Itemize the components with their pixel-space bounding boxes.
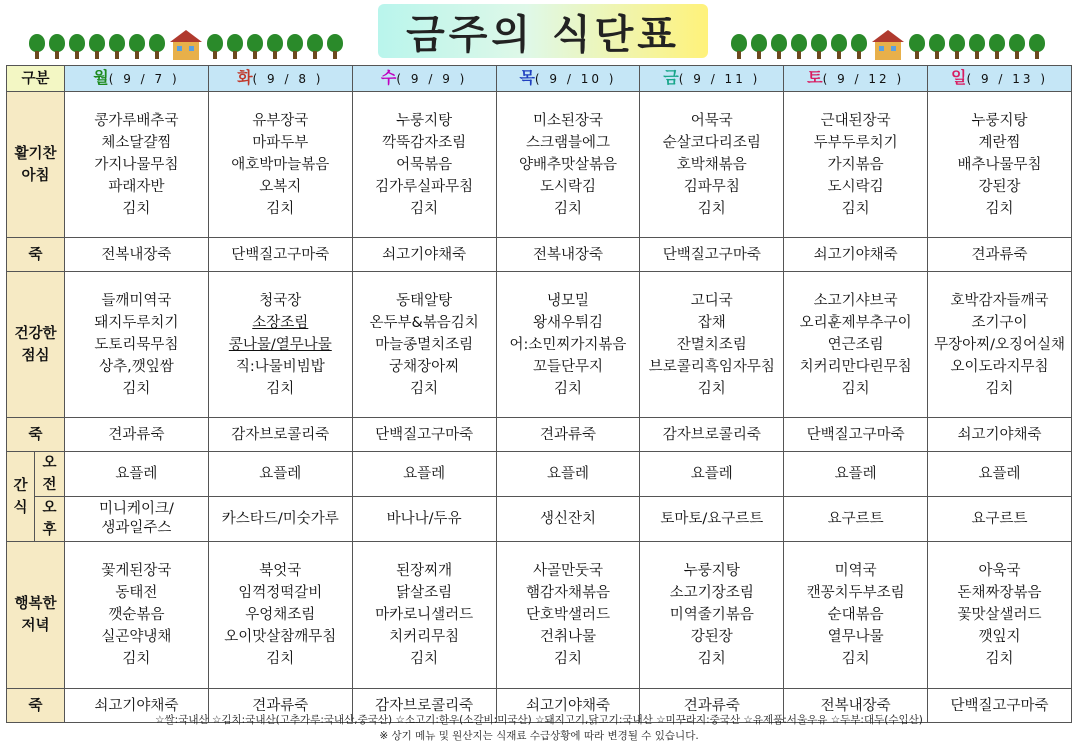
menu-item: 돈채짜장볶음 — [957, 585, 1042, 601]
menu-item: 카스타드/미숫가루 — [221, 511, 339, 527]
snack-am-cell: 요플레 — [640, 452, 784, 497]
day-date: ( 9 / 7 ) — [108, 72, 180, 86]
day-label: 화 — [237, 68, 253, 87]
menu-item: 캔꽁치두부조림 — [806, 585, 905, 601]
day-header — [352, 66, 496, 92]
menu-item: 김치 — [697, 200, 726, 217]
menu-item: 소장조림 — [252, 314, 309, 331]
menu-item: 마늘종멸치조림 — [375, 336, 474, 353]
menu-item: 김치 — [985, 651, 1014, 667]
menu-item: 김치 — [410, 200, 439, 217]
menu-item: 김파무침 — [683, 178, 740, 195]
tree-icon — [226, 34, 244, 60]
menu-item: 깻순볶음 — [108, 607, 165, 623]
menu-item: 김치 — [122, 380, 151, 397]
snack-pm-cell — [784, 497, 928, 542]
day-header — [208, 66, 352, 92]
tree-icon — [1028, 34, 1046, 60]
menu-item: 미역줄기볶음 — [669, 607, 754, 623]
menu-item: 누룽지탕 — [396, 112, 453, 129]
menu-table — [6, 65, 1072, 723]
menu-item: 체소달걀찜 — [101, 134, 172, 151]
day-header — [65, 66, 209, 92]
menu-item: 꽃맛살샐러드 — [957, 607, 1042, 623]
menu-item: 조기구이 — [971, 314, 1028, 331]
menu-item: 토마토/요구르트 — [660, 511, 764, 527]
porridge-cell: 쇠고기야채죽 — [928, 418, 1072, 452]
day-date: ( 9 / 10 ) — [534, 72, 617, 86]
breakfast-cell — [928, 92, 1072, 238]
menu-item: 꽃게된장국 — [101, 563, 172, 579]
menu-item: 어묵국 — [690, 112, 733, 129]
lunch-porridge-row — [7, 418, 1072, 452]
house-icon — [872, 30, 904, 60]
snack-pm-cell — [640, 497, 784, 542]
porridge-cell: 단백질고구마죽 — [928, 689, 1072, 723]
dinner-cell — [640, 542, 784, 689]
day-label: 월 — [93, 68, 109, 87]
change-notice: ※ 상기 메뉴 및 원산지는 식재료 수급상황에 따라 변경될 수 있습니다. — [379, 730, 699, 742]
day-header — [496, 66, 640, 92]
menu-item: 미역국 — [834, 563, 877, 579]
lunch-cell — [928, 272, 1072, 418]
snack-am-cell: 요플레 — [65, 452, 209, 497]
snack-am-label: 오 전 — [35, 452, 65, 497]
menu-item: 호박채볶음 — [676, 156, 747, 173]
menu-item: 잡채 — [697, 314, 726, 331]
menu-item: 어묵볶음 — [396, 156, 453, 173]
porridge-cell: 쇠고기야채죽 — [496, 689, 640, 723]
tree-icon — [88, 34, 106, 60]
menu-item: 단호박샐러드 — [525, 607, 610, 623]
menu-item: 바나나/두유 — [386, 511, 462, 527]
menu-item: 왕새우튀김 — [532, 314, 603, 331]
snack-label: 간 식 — [7, 452, 35, 542]
right-decoration — [730, 30, 1046, 60]
menu-item: 김치 — [266, 380, 295, 397]
menu-item: 청국장 — [259, 292, 302, 309]
porridge-cell: 감자브로콜리죽 — [640, 418, 784, 452]
tree-icon — [770, 34, 788, 60]
tree-icon — [928, 34, 946, 60]
dinner-label: 행복한 저녁 — [7, 542, 65, 689]
day-date: ( 9 / 9 ) — [396, 72, 468, 86]
snack-am-cell: 요플레 — [496, 452, 640, 497]
snack-pm-cell — [65, 497, 209, 542]
house-icon — [170, 30, 202, 60]
menu-item: 김치 — [553, 380, 582, 397]
porridge-cell: 견과류죽 — [496, 418, 640, 452]
menu-item: 강된장 — [978, 178, 1021, 195]
lunch-cell — [352, 272, 496, 418]
menu-item: 햄감자채볶음 — [525, 585, 610, 601]
gubun-header: 구분 — [7, 66, 65, 92]
day-date: ( 9 / 11 ) — [678, 72, 761, 86]
menu-item: 김치 — [841, 200, 870, 217]
menu-item: 소고기샤브국 — [813, 292, 898, 309]
tree-icon — [246, 34, 264, 60]
day-label: 수 — [380, 68, 397, 87]
menu-item: 마파두부 — [252, 134, 309, 151]
menu-item: 김치 — [410, 651, 439, 667]
menu-item: 연근조림 — [827, 336, 884, 353]
snack-pm-cell — [208, 497, 352, 542]
tree-icon — [810, 34, 828, 60]
menu-item: 임꺽정떡갈비 — [238, 585, 323, 601]
day-header — [928, 66, 1072, 92]
breakfast-label: 활기찬 아침 — [7, 92, 65, 238]
tree-icon — [790, 34, 808, 60]
menu-item: 김치 — [122, 651, 151, 667]
menu-item: 김가루실파무침 — [375, 178, 474, 195]
breakfast-cell — [65, 92, 209, 238]
snack-pm-row — [7, 497, 1072, 542]
menu-item: 김치 — [985, 200, 1014, 217]
porridge-cell: 전복내장죽 — [784, 689, 928, 723]
dinner-cell — [928, 542, 1072, 689]
tree-icon — [206, 34, 224, 60]
header-row — [7, 66, 1072, 92]
menu-item: 치커리만다린무침 — [799, 358, 912, 375]
menu-item: 꼬들단무지 — [532, 358, 603, 375]
tree-icon — [850, 34, 868, 60]
menu-item: 아욱국 — [978, 563, 1021, 579]
menu-item: 강된장 — [690, 629, 733, 645]
lunch-cell — [65, 272, 209, 418]
menu-item: 깻잎지 — [978, 629, 1021, 645]
menu-item: 김치 — [697, 380, 726, 397]
menu-item: 요구르트 — [971, 511, 1028, 527]
porridge-cell: 견과류죽 — [65, 418, 209, 452]
menu-item: 김치 — [697, 651, 726, 667]
menu-item: 호박감자들깨국 — [950, 292, 1049, 309]
tree-icon — [1008, 34, 1026, 60]
tree-icon — [28, 34, 46, 60]
tree-icon — [68, 34, 86, 60]
menu-item: 어:소민찌가지볶음 — [509, 336, 627, 353]
dinner-cell — [784, 542, 928, 689]
breakfast-cell — [352, 92, 496, 238]
menu-item: 북엇국 — [259, 563, 302, 579]
menu-item: 가지볶음 — [827, 156, 884, 173]
menu-item: 순대볶음 — [827, 607, 884, 623]
menu-item: 열무나물 — [827, 629, 884, 645]
porridge-cell: 전복내장죽 — [65, 238, 209, 272]
origin-note: ☆쌀:국내산 ☆김치:국내산(고추가루:국내산,중국산) ☆소고기:한우(소갈비:미국산) ☆돼지고기,닭고기:국내산 ☆미꾸라지:중국산 ☆유제품:서울우유 ☆두부:대두(수입산) — [155, 714, 923, 726]
menu-item: 도시락김 — [539, 178, 596, 195]
tree-icon — [948, 34, 966, 60]
breakfast-cell — [784, 92, 928, 238]
menu-item: 온두부&볶음김치 — [369, 314, 479, 331]
tree-icon — [306, 34, 324, 60]
page-title: 금주의 식단표 — [406, 11, 680, 58]
porridge-label: 죽 — [7, 238, 65, 272]
menu-item: 계란찜 — [978, 134, 1021, 151]
snack-pm-label: 오 후 — [35, 497, 65, 542]
tree-icon — [148, 34, 166, 60]
breakfast-porridge-row — [7, 238, 1072, 272]
menu-item: 두부두루치기 — [813, 134, 898, 151]
tree-icon — [908, 34, 926, 60]
porridge-cell: 쇠고기야채죽 — [65, 689, 209, 723]
tree-icon — [108, 34, 126, 60]
menu-item: 오리훈제부추구이 — [799, 314, 912, 331]
snack-am-cell: 요플레 — [208, 452, 352, 497]
day-label: 금 — [663, 68, 679, 87]
menu-item: 오복지 — [259, 178, 302, 195]
menu-item: 상추,깻잎쌈 — [99, 358, 174, 375]
day-label: 토 — [807, 68, 823, 87]
porridge-cell: 전복내장죽 — [496, 238, 640, 272]
menu-item: 애호박마늘볶음 — [231, 156, 330, 173]
lunch-row — [7, 272, 1072, 418]
breakfast-cell — [208, 92, 352, 238]
menu-item: 김치 — [266, 200, 295, 217]
porridge-cell: 쇠고기야채죽 — [784, 238, 928, 272]
menu-item: 직:나물비빔밥 — [235, 358, 325, 375]
porridge-cell: 견과류죽 — [928, 238, 1072, 272]
porridge-cell: 감자브로콜리죽 — [208, 418, 352, 452]
menu-item: 오이맛살참깨무침 — [224, 629, 337, 645]
porridge-cell: 견과류죽 — [208, 689, 352, 723]
menu-item: 김치 — [266, 651, 295, 667]
menu-item: 파래자반 — [108, 178, 165, 195]
snack-pm-cell — [352, 497, 496, 542]
menu-item: 궁채장아찌 — [389, 358, 460, 375]
lunch-cell — [784, 272, 928, 418]
breakfast-cell — [640, 92, 784, 238]
menu-item: 도토리묵무침 — [94, 336, 179, 353]
menu-item: 깍뚝감자조림 — [382, 134, 467, 151]
menu-item: 동태알탕 — [396, 292, 453, 309]
menu-item: 김치 — [553, 651, 582, 667]
menu-item: 배추나물무침 — [957, 156, 1042, 173]
lunch-cell — [496, 272, 640, 418]
tree-icon — [266, 34, 284, 60]
menu-item: 소고기장조림 — [669, 585, 754, 601]
menu-item: 동태전 — [115, 585, 158, 601]
snack-am-row — [7, 452, 1072, 497]
day-header — [640, 66, 784, 92]
lunch-label: 건강한 점심 — [7, 272, 65, 418]
menu-item: 오이도라지무침 — [950, 358, 1049, 375]
porridge-cell: 단백질고구마죽 — [784, 418, 928, 452]
menu-item: 김치 — [410, 380, 439, 397]
menu-item: 김치 — [985, 380, 1014, 397]
lunch-cell — [640, 272, 784, 418]
menu-item: 김치 — [553, 200, 582, 217]
menu-item: 닭살조림 — [396, 585, 453, 601]
menu-item: 미소된장국 — [532, 112, 603, 129]
menu-item: 생신잔치 — [539, 511, 596, 527]
menu-item: 잔멸치조림 — [676, 336, 747, 353]
menu-item: 들깨미역국 — [101, 292, 172, 309]
menu-item: 콩가루배추국 — [94, 112, 179, 129]
menu-item: 콩나물/열무나물 — [228, 336, 332, 353]
menu-item: 냉모밀 — [546, 292, 589, 309]
menu-item: 건취나물 — [539, 629, 596, 645]
day-date: ( 9 / 13 ) — [966, 72, 1049, 86]
breakfast-cell — [496, 92, 640, 238]
tree-icon — [286, 34, 304, 60]
menu-item: 순살코다리조림 — [662, 134, 761, 151]
porridge-cell: 단백질고구마죽 — [640, 238, 784, 272]
menu-item: 된장찌개 — [396, 563, 453, 579]
dinner-cell — [65, 542, 209, 689]
dinner-row — [7, 542, 1072, 689]
tree-icon — [730, 34, 748, 60]
day-label: 목 — [519, 68, 535, 87]
menu-item: 양배추맛살볶음 — [518, 156, 617, 173]
tree-icon — [830, 34, 848, 60]
porridge-cell: 감자브로콜리죽 — [352, 689, 496, 723]
menu-item: 사골만둣국 — [532, 563, 603, 579]
menu-item: 마카로니샐러드 — [375, 607, 474, 623]
snack-pm-cell — [928, 497, 1072, 542]
day-date: ( 9 / 8 ) — [252, 72, 324, 86]
tree-icon — [968, 34, 986, 60]
menu-item: 유부장국 — [252, 112, 309, 129]
tree-icon — [128, 34, 146, 60]
tree-icon — [750, 34, 768, 60]
menu-item: 미니케이크/ — [98, 501, 174, 517]
porridge-label: 죽 — [7, 418, 65, 452]
dinner-cell — [208, 542, 352, 689]
left-decoration — [28, 30, 344, 60]
title-banner — [378, 4, 708, 58]
menu-item: 돼지두루치기 — [94, 314, 179, 331]
menu-item: 우엉채조림 — [245, 607, 316, 623]
menu-item: 고디국 — [690, 292, 733, 309]
day-header — [784, 66, 928, 92]
menu-item: 스크램블에그 — [525, 134, 610, 151]
menu-item: 김치 — [122, 200, 151, 217]
dinner-cell — [352, 542, 496, 689]
snack-pm-cell — [496, 497, 640, 542]
menu-item: 누룽지탕 — [683, 563, 740, 579]
menu-item: 실곤약냉채 — [101, 629, 172, 645]
tree-icon — [988, 34, 1006, 60]
porridge-cell: 쇠고기야채죽 — [352, 238, 496, 272]
porridge-label: 죽 — [7, 689, 65, 723]
menu-item: 근대된장국 — [820, 112, 891, 129]
porridge-cell: 견과류죽 — [640, 689, 784, 723]
porridge-cell: 단백질고구마죽 — [208, 238, 352, 272]
menu-item: 생과일주스 — [101, 520, 172, 536]
day-date: ( 9 / 12 ) — [822, 72, 905, 86]
menu-item: 요구르트 — [827, 511, 884, 527]
menu-item: 치커리무침 — [389, 629, 460, 645]
porridge-cell: 단백질고구마죽 — [352, 418, 496, 452]
lunch-cell — [208, 272, 352, 418]
breakfast-row — [7, 92, 1072, 238]
tree-icon — [326, 34, 344, 60]
dinner-cell — [496, 542, 640, 689]
menu-item: 무장아찌/오징어실채 — [934, 336, 1066, 353]
menu-item: 도시락김 — [827, 178, 884, 195]
snack-am-cell: 요플레 — [784, 452, 928, 497]
day-label: 일 — [951, 68, 967, 87]
menu-item: 김치 — [841, 380, 870, 397]
menu-item: 누룽지탕 — [971, 112, 1028, 129]
snack-am-cell: 요플레 — [928, 452, 1072, 497]
menu-item: 김치 — [841, 651, 870, 667]
menu-item: 브로콜리흑임자무침 — [648, 358, 775, 375]
tree-icon — [48, 34, 66, 60]
snack-am-cell: 요플레 — [352, 452, 496, 497]
menu-item: 가지나물무침 — [94, 156, 179, 173]
